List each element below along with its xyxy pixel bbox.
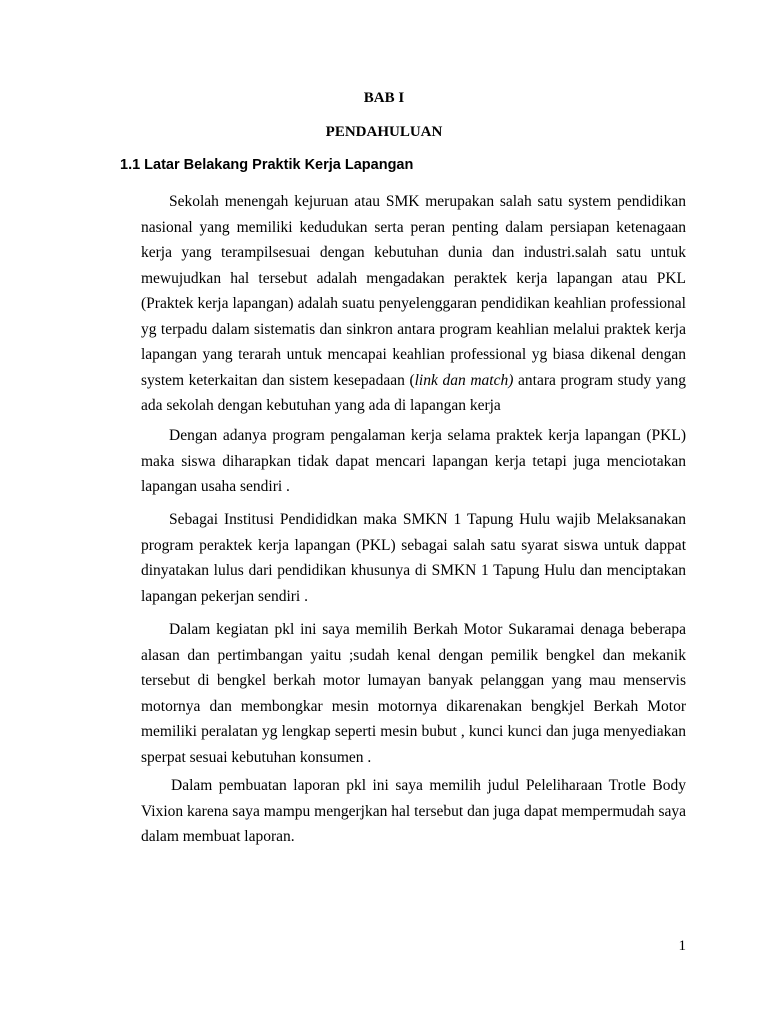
paragraph-pkl-goal: Dengan adanya program pengalaman kerja selama praktek kerja lapangan (PKL) maka siswa diharapkan tidak dapat mencari lapangan kerja tetapi juga menciotakan lapangan usaha sendiri . [141,427,686,495]
page-number: 1 [678,938,686,954]
section-heading: 1.1 Latar Belakang Praktik Kerja Lapangan [120,157,414,173]
paragraph-background [141,189,686,419]
chapter-number: BAB I [363,90,405,106]
paragraph-institution: Sebagai Institusi Pendididkan maka SMKN 1 Tapung Hulu wajib Melaksanakan program peraktek kerja lapangan (PKL) sebagai salah satu syarat siswa untuk dappat dinyatakan lulus dari pendidikan khusunya di SMKN 1 Tapung Hulu dan menciptakan lapangan pekerjan sendiri . [141,511,686,605]
paragraph-background-text: Sekolah menengah kejuruan atau SMK merupakan salah satu system pendidikan nasional yang memiliki kedudukan serta peran penting dalam persiapan ketenagaan kerja yang terampilsesuai dengan kebutuhan dunia dan industri.salah satu untuk mewujudkan hal tersebut adalah mengadakan peraktek kerja lapangan atau PKL (Praktek kerja lapangan) adalah suatu penyelenggaran pendidikan keahlian professional yg terpadu dalam sistematis dan sinkron antara program keahlian melalui praktek kerja lapangan yang terarah untuk mencapai keahlian professional yg biasa dikenal dengan system keterkaitan dan sistem kesepadaan ( [141,193,686,389]
paragraph-background-text-end: antara program study yang ada sekolah dengan kebutuhan yang ada di lapangan kerja [141,371,686,414]
link-and-match-term: link dan match) [414,371,514,389]
paragraph-location-choice: Dalam kegiatan pkl ini saya memilih Berkah Motor Sukaramai denaga beberapa alasan dan pertimbangan yaitu ;sudah kenal dengan pemilik bengkel dan mekanik tersebut di bengkel berkah motor lumayan banyak pelanggan yang mau menservis motornya dan membongkar mesin motornya dikarenakan bengkjel Berkah Motor memiliki peralatan yg lengkap seperti mesin bubut , kunci kunci dan juga menyediakan sperpat sesuai kebutuhan konsumen . [141,621,686,766]
paragraph-report-title: Dalam pembuatan laporan pkl ini saya memilih judul Peleliharaan Trotle Body Vixion karena saya mampu mengerjkan hal tersebut dan juga dapat mempermudah saya dalam membuat laporan. [141,777,686,845]
chapter-title: PENDAHULUAN [325,124,443,140]
